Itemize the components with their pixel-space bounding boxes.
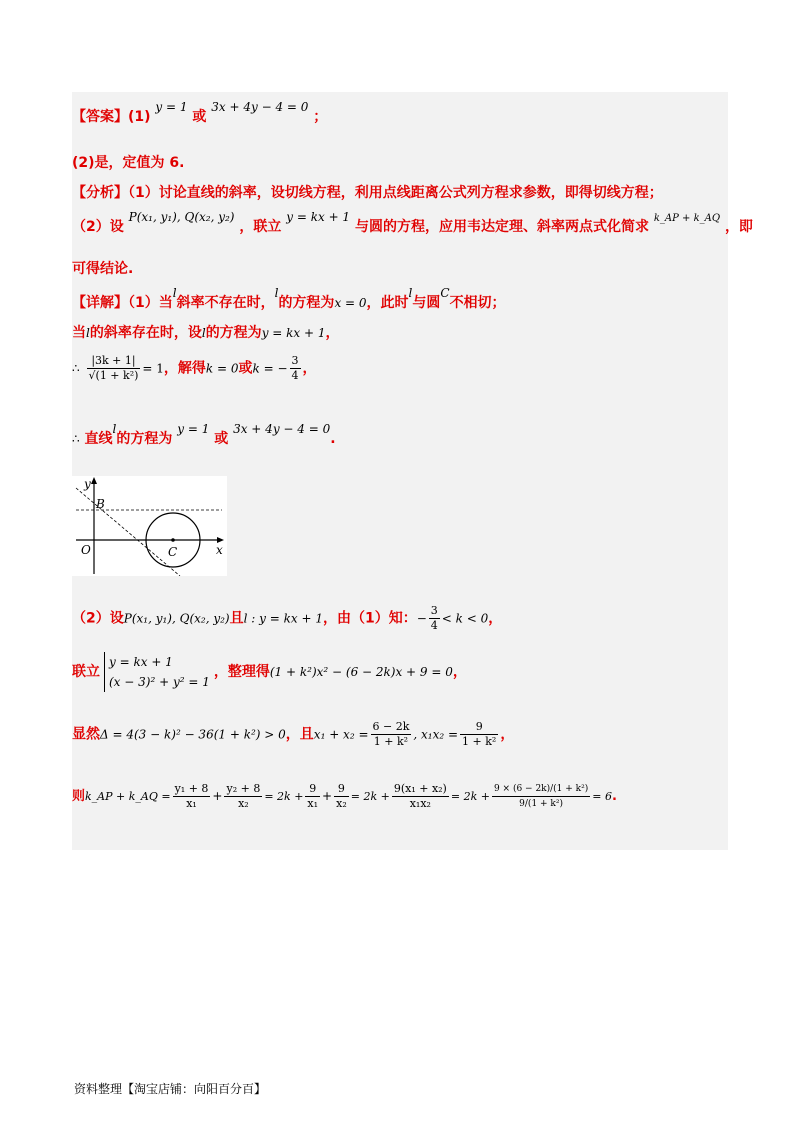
frac-big-num: 9 × (6 − 2k)/(1 + k²) bbox=[492, 782, 590, 797]
eq-2k-2: = 2k + bbox=[350, 790, 390, 803]
frac-9x2 bbox=[334, 782, 349, 811]
detail-eq-34: 3x + 4y − 4 = 0 bbox=[233, 422, 331, 436]
detail-l2d: ， bbox=[325, 325, 340, 341]
analysis-math-pq: P(x₁, y₁), Q(x₂, y₂) bbox=[128, 210, 235, 224]
detail-l1f: 不相切； bbox=[449, 295, 506, 311]
b-label: B bbox=[96, 497, 105, 511]
part2-d2: . bbox=[611, 789, 617, 804]
eq-2k-1: = 2k + bbox=[264, 790, 304, 803]
c-label: C bbox=[168, 545, 178, 559]
part2-a2: 且 bbox=[229, 610, 244, 627]
frac-big bbox=[492, 782, 590, 811]
sum-fraction bbox=[371, 720, 412, 749]
part2-c3: ， bbox=[500, 726, 515, 743]
sum-num: 6 − 2k bbox=[372, 720, 410, 733]
k-zero: k = 0 bbox=[205, 361, 239, 376]
answer-eq1: y = 1 bbox=[155, 100, 188, 114]
distance-denominator: √(1 + k²) bbox=[88, 369, 139, 382]
detail-l-symbol-6: l bbox=[112, 422, 117, 436]
part2-line3 bbox=[72, 720, 514, 749]
detail-l1e: 与圆 bbox=[412, 295, 441, 311]
prod-den: 1 + k² bbox=[462, 735, 497, 748]
range-fraction bbox=[429, 604, 440, 633]
eq-6: = 6 bbox=[592, 790, 612, 803]
detail-l-symbol-3: l bbox=[408, 286, 413, 300]
detail-l1c: 的方程为 bbox=[278, 295, 335, 311]
frac-9x1 bbox=[305, 782, 320, 811]
detail-l1d: ，此时 bbox=[366, 295, 409, 311]
system-eq2: (x − 3)² + y² = 1 bbox=[109, 675, 210, 689]
eq-2k-3: = 2k + bbox=[450, 790, 490, 803]
frac-y1 bbox=[173, 782, 211, 811]
delta-ineq: Δ = 4(3 − k)² − 36(1 + k²) > 0 bbox=[100, 727, 286, 742]
detail-comma: ， bbox=[302, 360, 317, 377]
detail-or: 或 bbox=[238, 360, 253, 377]
answer-or: 或 bbox=[192, 109, 207, 125]
detail-l2b: 的斜率存在时，设 bbox=[89, 325, 202, 341]
answer-semicolon: ； bbox=[313, 109, 328, 125]
analysis-text2c: 与圆的方程，应用韦达定理、斜率两点式化简求 bbox=[354, 219, 649, 235]
detail-l4b: 的方程为 bbox=[116, 431, 173, 447]
frac-y1-den: x₁ bbox=[186, 797, 197, 810]
frac-y2-den: x₂ bbox=[238, 797, 249, 810]
prod-lhs: , x₁x₂ = bbox=[413, 727, 459, 742]
answer-part2: (2)是，定值为 6. bbox=[72, 155, 185, 171]
analysis-tag: 【分析】 bbox=[72, 185, 128, 201]
detail-l1a: （1）当 bbox=[128, 295, 173, 311]
k-fraction-den: 4 bbox=[291, 369, 299, 382]
prod-num: 9 bbox=[460, 720, 498, 735]
plus-1: + bbox=[212, 789, 223, 803]
system-eq1: y = kx + 1 bbox=[109, 655, 173, 669]
slope-sum-lhs: k_AP + k_AQ = bbox=[85, 790, 171, 803]
detail-l2c: 的方程为 bbox=[205, 325, 262, 341]
part2-b3: ， bbox=[452, 664, 467, 680]
analysis-text2d: ，即 bbox=[724, 219, 753, 235]
part2-line2 bbox=[72, 652, 467, 692]
detail-l-symbol-2: l bbox=[274, 286, 279, 300]
frac-sum-prod bbox=[392, 782, 449, 811]
answer-line bbox=[72, 100, 328, 126]
detail-l-symbol-4: l bbox=[86, 326, 90, 340]
detail-period: . bbox=[330, 431, 336, 447]
frac-y2 bbox=[224, 782, 262, 811]
detail-line4 bbox=[72, 422, 336, 448]
equation-system bbox=[104, 652, 210, 692]
center-point bbox=[171, 538, 175, 542]
k-fraction-num: 3 bbox=[291, 354, 299, 367]
x-label: x bbox=[216, 543, 223, 557]
detail-line1 bbox=[72, 286, 506, 312]
prod-fraction bbox=[460, 720, 498, 749]
footer-credit: 资料整理【淘宝店铺：向阳百分百】 bbox=[74, 1082, 267, 1096]
part2-a1: （2）设 bbox=[72, 610, 124, 627]
analysis-text2a: （2）设 bbox=[72, 219, 124, 235]
part2-line4 bbox=[72, 782, 617, 811]
detail-line2 bbox=[72, 322, 340, 342]
detail-l2a: 当 bbox=[72, 325, 86, 341]
distance-numerator: |3k + 1| bbox=[87, 354, 141, 369]
frac-9x2-den: x₂ bbox=[336, 797, 347, 810]
detail-tag: 【详解】 bbox=[72, 295, 128, 311]
frac-big-den: 9/(1 + k²) bbox=[519, 799, 564, 809]
detail-l-symbol-5: l bbox=[201, 326, 206, 340]
part2-a3: ，由（1）知： bbox=[322, 610, 417, 627]
analysis-text1: （1）讨论直线的斜率，设切线方程，利用点线距离公式列方程求参数，即得切线方程； bbox=[128, 185, 663, 201]
frac-sum-prod-den: x₁x₂ bbox=[409, 797, 431, 810]
analysis-line3: 可得结论. bbox=[72, 261, 134, 277]
k-negative: k = − bbox=[252, 361, 288, 376]
analysis-math-sum: k_AP + k_AQ bbox=[653, 213, 721, 224]
detail-l2-eq: y = kx + 1 bbox=[261, 326, 326, 340]
distance-equals-one: = 1 bbox=[142, 361, 164, 376]
part2-c2: ，且 bbox=[285, 726, 314, 743]
detail-l1-eq: x = 0 bbox=[334, 296, 367, 310]
part1-label: (1) bbox=[128, 109, 151, 125]
frac-y1-num: y₁ + 8 bbox=[174, 782, 209, 795]
detail-solve: ，解得 bbox=[163, 360, 206, 377]
detail-l1b: 斜率不存在时， bbox=[176, 295, 275, 311]
part2-b1: 联立 bbox=[72, 664, 100, 680]
range-den: 4 bbox=[430, 619, 438, 632]
range-b: < k < 0 bbox=[441, 611, 489, 626]
figure-svg bbox=[72, 476, 227, 576]
detail-or-2: 或 bbox=[214, 431, 229, 447]
therefore-symbol-2: ∴ bbox=[72, 432, 80, 446]
part2-a4: ， bbox=[488, 610, 503, 627]
analysis-line1 bbox=[72, 182, 663, 202]
detail-l-symbol: l bbox=[172, 286, 177, 300]
part2-line1 bbox=[72, 604, 502, 633]
y-label: y bbox=[84, 477, 91, 491]
detail-c-symbol: C bbox=[440, 286, 450, 300]
sum-den: 1 + k² bbox=[373, 735, 409, 748]
range-num: 3 bbox=[430, 604, 438, 617]
detail-eq-y1: y = 1 bbox=[177, 422, 210, 436]
part2-d1: 则 bbox=[72, 789, 86, 804]
analysis-line2 bbox=[72, 210, 753, 236]
analysis-text2b: ，联立 bbox=[239, 219, 282, 235]
k-fraction bbox=[290, 354, 301, 383]
frac-y2-num: y₂ + 8 bbox=[226, 782, 261, 795]
frac-sum-prod-num: 9(x₁ + x₂) bbox=[393, 782, 447, 795]
analysis-math-line: y = kx + 1 bbox=[286, 210, 351, 224]
answer-tag: 【答案】 bbox=[72, 109, 128, 125]
distance-fraction bbox=[87, 354, 141, 383]
answer-eq2: 3x + 4y − 4 = 0 bbox=[211, 100, 309, 114]
y-axis-arrow bbox=[91, 477, 97, 484]
geometry-figure bbox=[72, 476, 227, 576]
frac-9x1-den: x₁ bbox=[307, 797, 319, 810]
part2-c1: 显然 bbox=[72, 726, 100, 743]
tangent-line-slope bbox=[76, 488, 180, 576]
plus-2: + bbox=[322, 789, 333, 803]
detail-l4a: 直线 bbox=[84, 431, 113, 447]
therefore-symbol: ∴ bbox=[72, 361, 80, 376]
part2-b2: ，整理得 bbox=[213, 664, 270, 680]
origin-label: O bbox=[81, 543, 91, 557]
solution-panel bbox=[72, 92, 753, 850]
quadratic-eq: (1 + k²)x² − (6 − 2k)x + 9 = 0 bbox=[269, 665, 453, 679]
part2-line: l : y = kx + 1 bbox=[243, 611, 323, 626]
frac-9x2-num: 9 bbox=[334, 782, 349, 797]
range-minus: − bbox=[416, 611, 427, 626]
sum-lhs: x₁ + x₂ = bbox=[313, 727, 369, 742]
frac-9x1-num: 9 bbox=[305, 782, 320, 797]
detail-line3 bbox=[72, 354, 317, 383]
part2-pq: P(x₁, y₁), Q(x₂, y₂) bbox=[123, 611, 230, 626]
